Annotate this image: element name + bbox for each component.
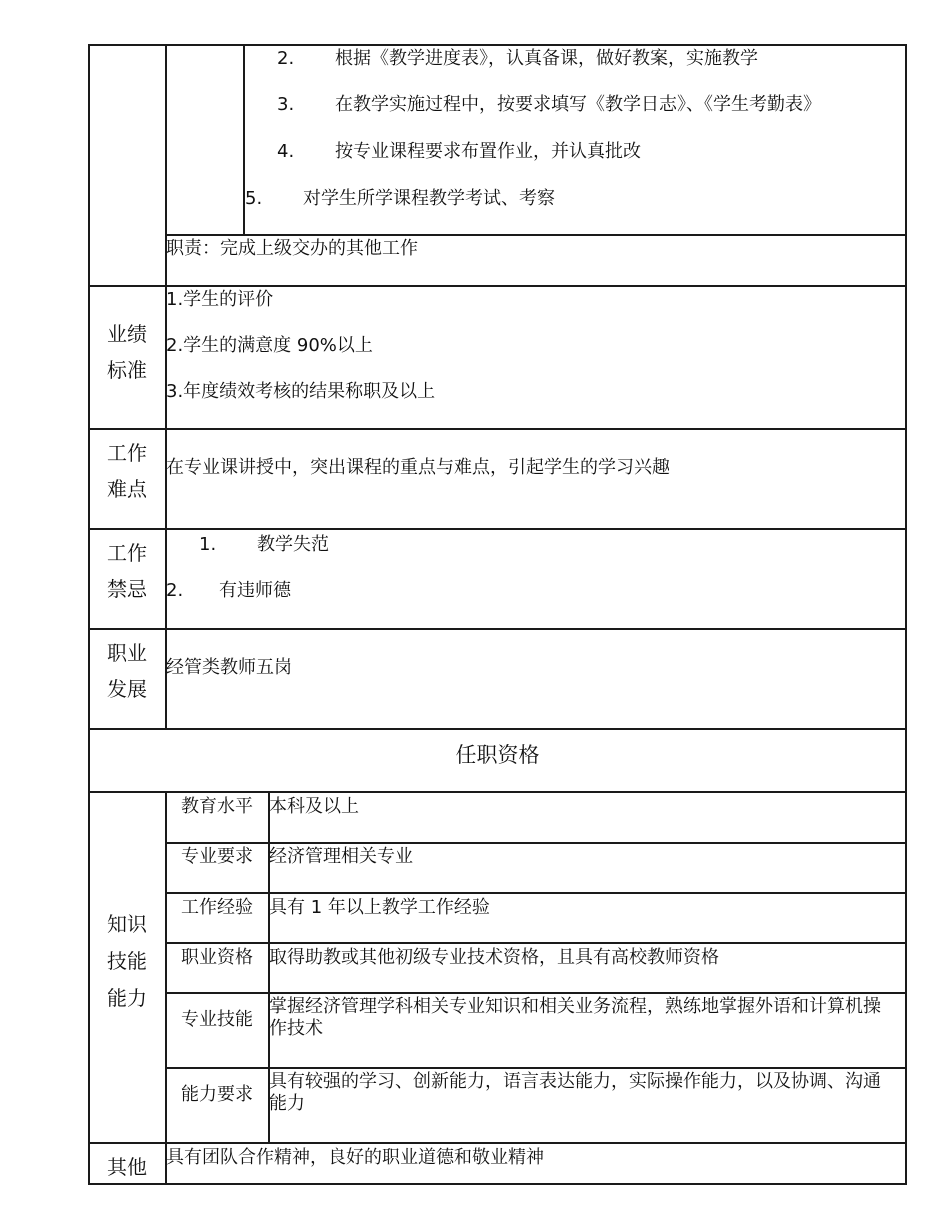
qual-row-value: 具有较强的学习、创新能力，语言表达能力，实际操作能力，以及协调、沟通能力 (269, 1071, 881, 1114)
performance-item: 1.学生的评价 (166, 289, 274, 310)
other-text: 具有团队合作精神，良好的职业道德和敬业精神 (166, 1147, 544, 1168)
table-border-bottom (88, 1183, 907, 1185)
duty-inner-bottom (165, 234, 907, 236)
career-text: 经管类教师五岗 (166, 657, 292, 678)
qual-row-label: 职业资格 (181, 947, 253, 968)
other-label: 其他 (107, 1155, 147, 1179)
qual-row-label: 专业技能 (181, 1009, 253, 1030)
qualifications-group-label: 知识 技能 能力 (107, 912, 147, 1010)
qualifications-heading: 任职资格 (455, 743, 540, 767)
table-border-top (88, 44, 907, 46)
duty-item: 5. 对学生所学课程教学考试、考察 (245, 188, 555, 209)
performance-item: 3.年度绩效考核的结果称职及以上 (166, 381, 436, 402)
qual-row-value: 具有 1 年以上教学工作经验 (269, 897, 490, 918)
row-divider (88, 791, 907, 793)
taboo-item: 1. 教学失范 (199, 534, 329, 555)
row-divider (88, 285, 907, 287)
qual-row-value: 取得助教或其他初级专业技术资格，且具有高校教师资格 (269, 947, 719, 968)
difficulty-text: 在专业课讲授中，突出课程的重点与难点，引起学生的学习兴趣 (166, 457, 670, 478)
table-border-right (905, 44, 907, 1185)
performance-item: 2.学生的满意度 90%以上 (166, 335, 373, 356)
qual-row-label: 工作经验 (181, 897, 253, 918)
qual-row-value: 本科及以上 (269, 796, 359, 817)
qual-row-label: 教育水平 (181, 796, 253, 817)
duty-item: 2. 根据《教学进度表》，认真备课，做好教案，实施教学 (277, 48, 758, 69)
row-divider (88, 728, 907, 730)
duty-item: 3. 在教学实施过程中，按要求填写《教学日志》、《学生考勤表》 (277, 94, 821, 115)
row-divider (88, 528, 907, 530)
duty-item: 4. 按专业课程要求布置作业，并认真批改 (277, 141, 641, 162)
qual-row-divider (165, 892, 907, 894)
duty-other: 职责：完成上级交办的其他工作 (166, 238, 418, 259)
qual-row-label: 能力要求 (181, 1084, 253, 1105)
row-divider (88, 628, 907, 630)
qual-row-divider (165, 992, 907, 994)
qual-row-divider (165, 842, 907, 844)
taboo-label: 工作 禁忌 (107, 541, 147, 601)
qual-row-value: 掌握经济管理学科相关专业知识和相关业务流程，熟练地掌握外语和计算机操作技术 (269, 996, 881, 1039)
taboo-item: 2. 有违师德 (166, 580, 291, 601)
row-divider (88, 1142, 907, 1144)
row-divider (88, 428, 907, 430)
qual-row-value: 经济管理相关专业 (269, 846, 413, 867)
career-label: 职业 发展 (107, 641, 147, 701)
qual-row-divider (165, 1067, 907, 1069)
performance-label: 业绩 标准 (107, 322, 147, 382)
difficulty-label: 工作 难点 (107, 441, 147, 501)
qual-row-label: 专业要求 (181, 846, 253, 867)
qual-row-divider (165, 942, 907, 944)
